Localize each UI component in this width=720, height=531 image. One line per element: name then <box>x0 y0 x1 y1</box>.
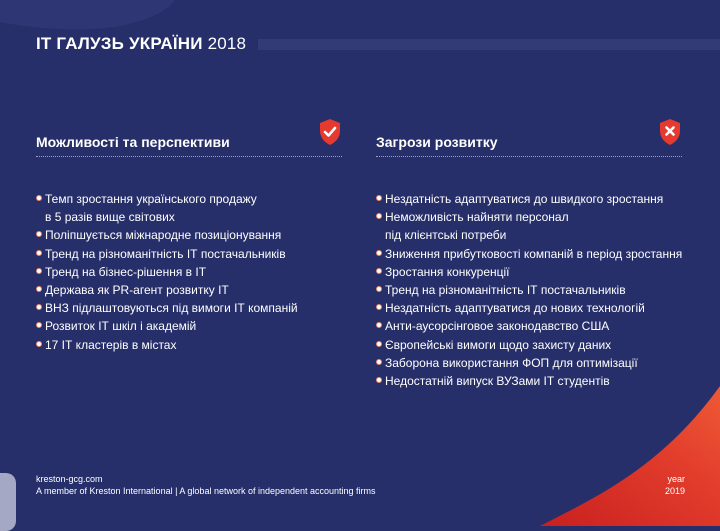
footer-tagline: A member of Kreston International | A global network of independent accounting firms <box>36 486 376 496</box>
list-item <box>36 263 342 281</box>
threats-header <box>376 118 682 157</box>
bullet-icon <box>36 304 42 310</box>
bullet-icon <box>36 286 42 292</box>
page-title <box>36 34 246 54</box>
list-item <box>376 372 682 390</box>
footer <box>36 473 376 497</box>
bullet-icon <box>36 322 42 328</box>
list-item <box>36 336 342 354</box>
list-item-text: Заборона використання ФОП для оптимізації <box>385 355 638 370</box>
list-item <box>36 190 342 226</box>
opportunities-column <box>36 118 342 354</box>
list-item-text: Держава як PR-агент розвитку ІТ <box>45 283 229 298</box>
list-item-text: Нездатність адаптуватися до нових технологій <box>385 301 645 316</box>
bullet-icon <box>376 195 382 201</box>
bullet-icon <box>36 341 42 347</box>
opportunities-title: Можливості та перспективи <box>36 134 230 150</box>
list-item-text: Недостатній випуск ВУЗами ІТ студентів <box>385 374 610 389</box>
opportunities-header <box>36 118 342 157</box>
footer-year-label: year <box>667 474 685 484</box>
opportunities-list <box>36 190 342 354</box>
bullet-icon <box>36 268 42 274</box>
list-item-text: Зниження прибутковості компаній в період зростання <box>385 246 683 261</box>
list-item-text: Анти-аусорсінговое законодавство США <box>385 319 610 334</box>
footer-website[interactable]: kreston-gcg.com <box>36 474 103 484</box>
list-item <box>36 226 342 244</box>
threats-column <box>376 118 682 390</box>
footer-year-value: 2019 <box>664 486 685 496</box>
list-item-text: Тренд на бізнес-рішення в ІТ <box>45 264 207 279</box>
bullet-icon <box>376 341 382 347</box>
list-item-text: Зростання конкуренції <box>385 264 510 279</box>
title-underline-bar <box>258 39 720 50</box>
list-item <box>376 281 682 299</box>
list-item <box>36 281 342 299</box>
threats-title: Загрози розвитку <box>376 134 498 150</box>
bullet-icon <box>376 359 382 365</box>
side-tab-decoration <box>0 473 16 531</box>
list-item-text: Поліпшується міжнародне позиціонування <box>45 228 282 243</box>
list-item <box>376 190 682 208</box>
list-item-text: Розвиток ІТ шкіл і академій <box>45 319 197 334</box>
shield-x-icon <box>658 118 682 146</box>
list-item-text: Неможливість найняти персонал <box>385 210 569 225</box>
bullet-icon <box>376 286 382 292</box>
list-item-continuation: в 5 разів вище світових <box>45 210 175 225</box>
bullet-icon <box>376 268 382 274</box>
list-item <box>376 208 682 244</box>
list-item-text: 17 ІТ кластерів в містах <box>45 337 177 352</box>
footer-year-block <box>665 473 685 497</box>
list-item <box>376 336 682 354</box>
page-title-text: ІТ ГАЛУЗЬ УКРАЇНИ <box>36 34 203 53</box>
list-item <box>36 317 342 335</box>
bullet-icon <box>376 213 382 219</box>
list-item <box>36 299 342 317</box>
red-wave-corner <box>540 386 720 526</box>
bullet-icon <box>376 322 382 328</box>
list-item-text: Нездатність адаптуватися до швидкого зростання <box>385 192 664 206</box>
list-item-text: Європейські вимоги щодо захисту даних <box>385 337 612 352</box>
list-item <box>376 354 682 372</box>
list-item-text: ВНЗ підлаштовуються під вимоги ІТ компаній <box>45 301 298 316</box>
bullet-icon <box>36 250 42 256</box>
shield-check-icon <box>318 118 342 146</box>
threats-list <box>376 190 682 390</box>
page-title-year: 2018 <box>207 34 247 53</box>
list-item <box>36 245 342 263</box>
bullet-icon <box>36 231 42 237</box>
list-item <box>376 263 682 281</box>
list-item-continuation: під клієнтські потреби <box>385 228 507 243</box>
list-item-text: Тренд на різноманітність ІТ постачальників <box>45 246 286 261</box>
list-item <box>376 317 682 335</box>
bullet-icon <box>376 377 382 383</box>
list-item-text: Темп зростання українського продажу <box>45 192 257 206</box>
list-item-text: Тренд на різноманітність ІТ постачальників <box>385 283 626 298</box>
list-item <box>376 299 682 317</box>
bullet-icon <box>376 250 382 256</box>
list-item <box>376 245 682 263</box>
bullet-icon <box>36 195 42 201</box>
bullet-icon <box>376 304 382 310</box>
